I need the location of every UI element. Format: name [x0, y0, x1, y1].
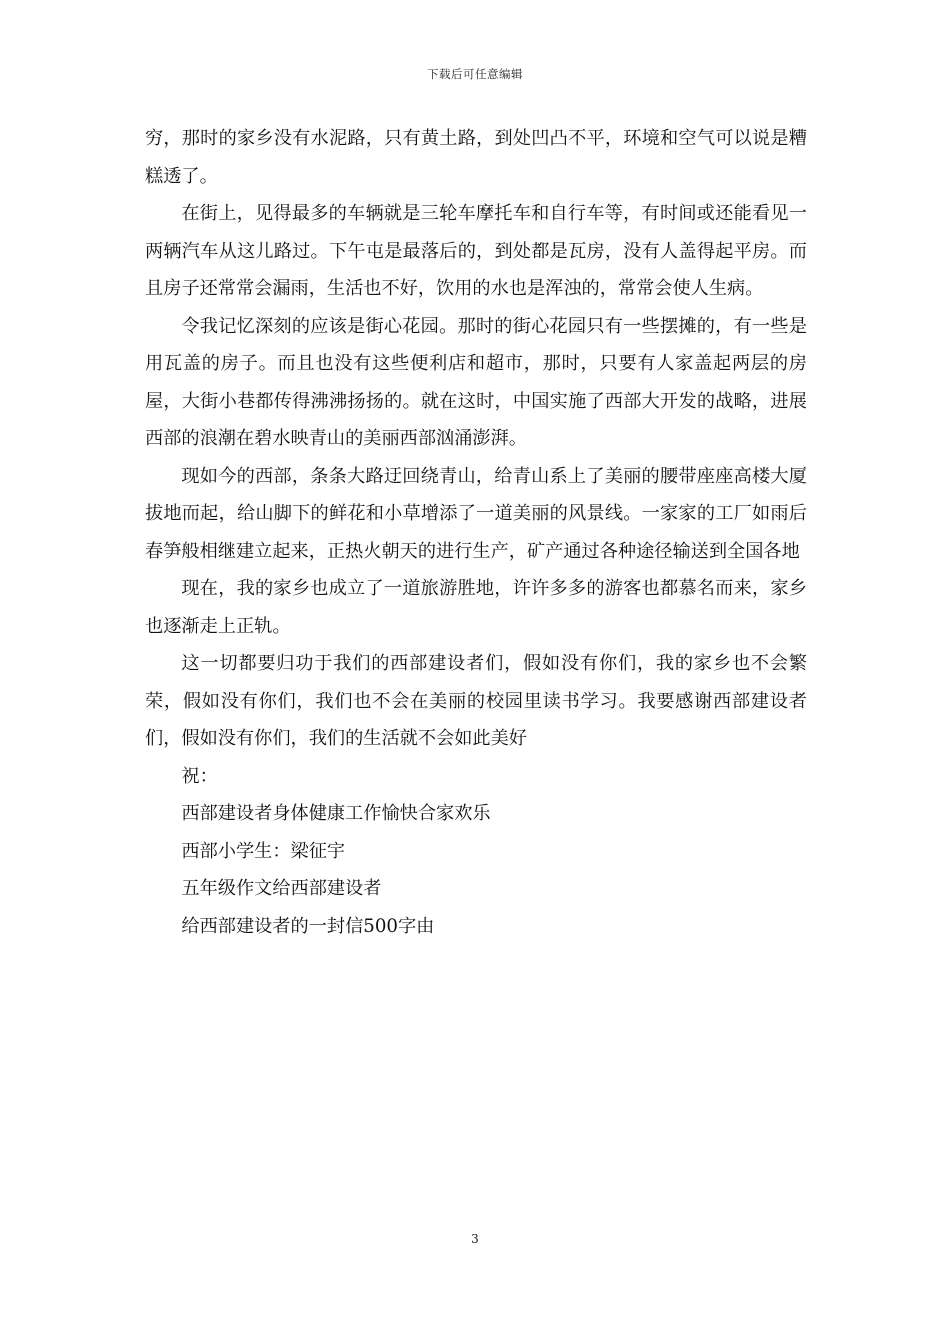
essay-source-note: 给西部建设者的一封信500字由 — [181, 915, 435, 937]
closing-wishes: 西部建设者身体健康工作愉快合家欢乐 — [181, 803, 491, 824]
paragraph-2: 在街上，见得最多的车辆就是三轮车摩托车和自行车等，有时间或还能看见一两辆汽车从这儿路过。下午屯是最落后的，到处都是瓦房，没有人盖得起平房。而且房子还常常会漏雨，生活也不好，饮用的水也是浑浊的，常常会使人生病。 — [145, 203, 807, 299]
page-number: 3 — [471, 1232, 479, 1246]
page-header: 下载后可任意编辑 — [427, 67, 523, 81]
essay-title-note: 五年级作文给西部建设者 — [181, 878, 382, 899]
paragraph-4: 现如今的西部，条条大路迂回绕青山，给青山系上了美丽的腰带座座高楼大厦拔地而起，给山脚下的鲜花和小草增添了一道美丽的风景线。一家家的工厂如雨后春笋般相继建立起来，正热火朝天的进行生产，矿产通过各种途径输送到全国各地 — [145, 465, 807, 562]
paragraph-6: 这一切都要归功于我们的西部建设者们，假如没有你们，我的家乡也不会繁荣，假如没有你们，我们也不会在美丽的校园里读书学习。我要感谢西部建设者们，假如没有你们，我们的生活就不会如此美好 — [145, 653, 807, 749]
signature: 西部小学生：梁征宇 — [181, 840, 346, 862]
paragraph-5: 现在，我的家乡也成立了一道旅游胜地，许许多多的游客也都慕名而来，家乡也逐渐走上正轨。 — [145, 578, 807, 637]
document-body — [145, 120, 807, 945]
paragraph-1: 穷，那时的家乡没有水泥路，只有黄土路，到处凹凸不平，环境和空气可以说是糟糕透了。 — [145, 128, 807, 187]
closing-greeting: 祝： — [181, 765, 218, 787]
paragraph-3: 令我记忆深刻的应该是街心花园。那时的街心花园只有一些摆摊的，有一些是用瓦盖的房子。而且也没有这些便利店和超市，那时，只要有人家盖起两层的房屋，大街小巷都传得沸沸扬扬的。就在这时，中国实施了西部大开发的战略，进展西部的浪潮在碧水映青山的美丽西部汹涌澎湃。 — [145, 315, 807, 449]
